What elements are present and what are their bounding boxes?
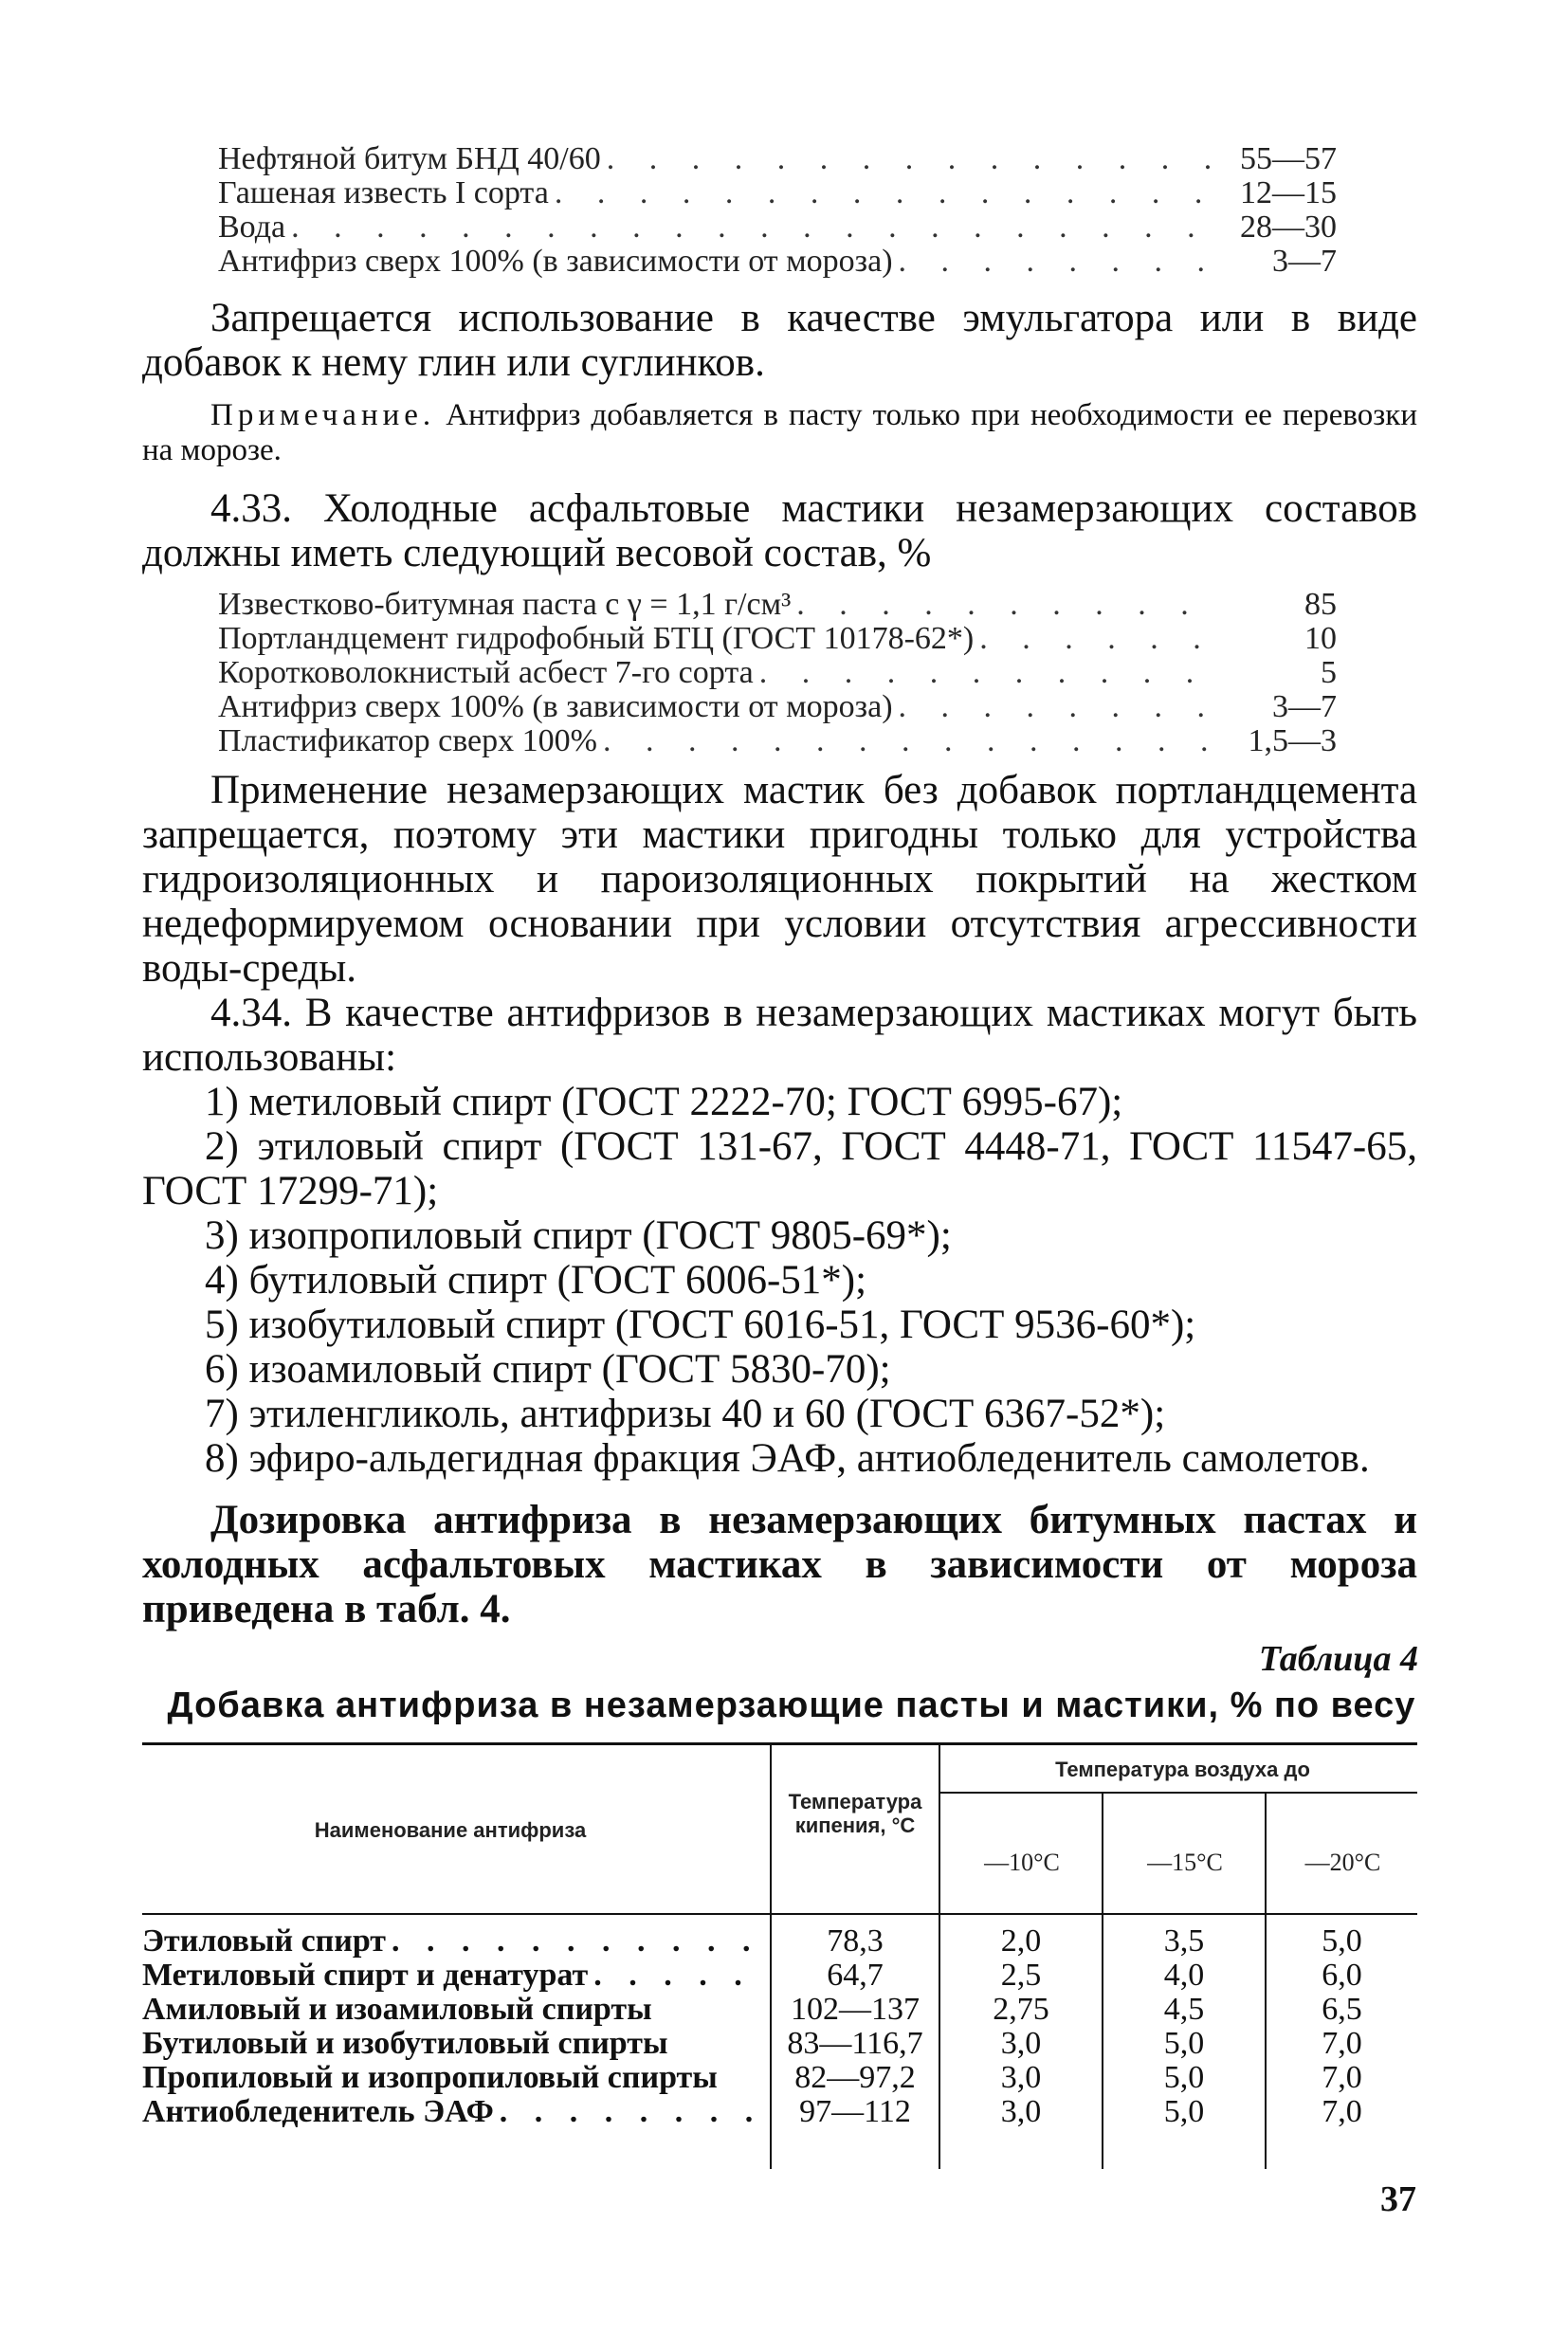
page-number: 37: [1380, 2179, 1416, 2219]
antifreeze-name: Амиловый и изоамиловый спирты: [142, 1992, 652, 2027]
header-boiling-temp: Температура кипения, °С: [788, 1790, 922, 1837]
boiling-temp: 78,3: [827, 1923, 884, 1959]
composition-list-mastic: [218, 588, 1337, 758]
composition-label: Нефтяной битум БНД 40/60: [218, 141, 601, 176]
dose-value: 4,5: [1163, 1992, 1205, 2027]
note-text: Антифриз добавляется в пасту только при необходимости ее перевозки на морозе.: [142, 398, 1418, 467]
table-row: [142, 1924, 758, 1959]
composition-value: 85: [1304, 587, 1337, 622]
minus10-column: [940, 1924, 1102, 2129]
boiling-temp: 97—112: [799, 2094, 911, 2129]
table-title: Добавка антифриза в незамерзающие пасты и мастики, % по весу: [167, 1686, 1416, 1725]
list-item: 7) этиленгликоль, антифризы 40 и 60 (ГОСТ 6367-52*);: [205, 1392, 1166, 1436]
antifreeze-name: Бутиловый и изобутиловый спирты: [142, 2026, 668, 2061]
composition-label: Гашеная известь I сорта: [218, 175, 549, 210]
composition-row: [218, 690, 1337, 724]
composition-value: 55—57: [1240, 141, 1337, 176]
dose-value: 3,0: [1000, 2026, 1042, 2061]
dose-value: 6,0: [1322, 1958, 1362, 1993]
composition-value: 12—15: [1240, 175, 1337, 210]
composition-value: 3—7: [1272, 244, 1337, 279]
dose-value: 7,0: [1322, 2094, 1362, 2129]
table-row: [142, 1959, 758, 1993]
list-item: 1) метиловый спирт (ГОСТ 2222-70; ГОСТ 6995-67);: [205, 1080, 1123, 1124]
list-item: 8) эфиро-альдегидная фракция ЭАФ, антиобледенитель самолетов.: [205, 1436, 1370, 1481]
composition-label: Коротковолокнистый асбест 7-го сорта: [218, 655, 754, 690]
note: [142, 398, 1417, 468]
antifreeze-name: Пропиловый и изопропиловый спирты: [142, 2060, 718, 2095]
list-item: 4) бутиловый спирт (ГОСТ 6006-51*);: [205, 1258, 867, 1303]
dose-value: 5,0: [1163, 2094, 1205, 2129]
table-row: [142, 1993, 758, 2027]
dose-value: 2,75: [993, 1992, 1049, 2027]
table-row: [142, 2095, 758, 2129]
dose-value: 2,5: [1000, 1958, 1042, 1993]
composition-row: [218, 588, 1337, 622]
composition-value: 10: [1304, 621, 1337, 656]
dose-value: 5,0: [1163, 2026, 1205, 2061]
antifreeze-list: [142, 1080, 1417, 1481]
composition-row: [218, 176, 1337, 210]
composition-list-paste: [218, 142, 1337, 279]
paragraph-usage: Применение незамерзающих мастик без добавок портландцемента запрещается, поэтому эти мастики пригодны только для устройства гидроизоляционных и пароизоляционных покрытий на жестком недеформируемом основании при условии отсутствия агрессивности воды-среды.: [142, 768, 1417, 991]
composition-value: 5: [1321, 655, 1337, 690]
note-label: Примечание.: [210, 398, 436, 432]
composition-label: Известково-битумная паста с γ = 1,1 г/см³: [218, 587, 792, 622]
table-rule-subheader: [939, 1792, 1417, 1794]
boiling-column: [772, 1924, 939, 2129]
composition-label: Вода: [218, 210, 286, 245]
table-rule-header: [142, 1913, 1417, 1915]
paragraph-emulsifier: Запрещается использование в качестве эмульгатора или в виде добавок к нему глин или суглинков.: [142, 296, 1417, 385]
table-caption: Таблица 4: [1258, 1639, 1418, 1679]
dose-value: 5,0: [1322, 1923, 1362, 1959]
paragraph-4-34: 4.34. В качестве антифризов в незамерзающих мастиках могут быть использованы:: [142, 991, 1417, 1080]
composition-row: [218, 724, 1337, 758]
list-item: 5) изобутиловый спирт (ГОСТ 6016-51, ГОСТ 9536-60*);: [205, 1303, 1196, 1347]
boiling-temp: 82—97,2: [794, 2060, 916, 2095]
list-item: 6) изоамиловый спирт (ГОСТ 5830-70);: [205, 1347, 891, 1392]
composition-row: [218, 245, 1337, 279]
dose-value: 5,0: [1163, 2060, 1205, 2095]
dose-value: 7,0: [1322, 2060, 1362, 2095]
composition-row: [218, 142, 1337, 176]
composition-row: [218, 656, 1337, 690]
table-name-column: [142, 1924, 758, 2129]
composition-value: 28—30: [1240, 210, 1337, 245]
dose-value: 6,5: [1322, 1992, 1362, 2027]
header-minus10: —10°С: [984, 1849, 1060, 1876]
table-rule-top: [142, 1742, 1417, 1745]
antifreeze-name: Этиловый спирт: [142, 1923, 387, 1959]
list-item: 2) этиловый спирт (ГОСТ 131-67, ГОСТ 4448-71, ГОСТ 11547-65, ГОСТ 17299-71);: [142, 1124, 1417, 1213]
dose-value: 2,0: [1000, 1923, 1042, 1959]
composition-label: Пластификатор сверх 100%: [218, 723, 597, 758]
composition-label: Антифриз сверх 100% (в зависимости от мороза): [218, 244, 893, 279]
header-name: Наименование антифриза: [314, 1818, 587, 1842]
composition-value: 3—7: [1272, 689, 1337, 724]
paragraph-dosage: Дозировка антифриза в незамерзающих битумных пастах и холодных асфальтовых мастиках в зависимости от мороза приведена в табл. 4.: [142, 1498, 1417, 1631]
boiling-temp: 102—137: [791, 1992, 920, 2027]
table-row: [142, 2027, 758, 2061]
minus20-column: [1267, 1924, 1417, 2129]
dose-value: 3,0: [1000, 2094, 1042, 2129]
table-row: [142, 2061, 758, 2095]
minus15-column: [1103, 1924, 1265, 2129]
antifreeze-name: Антиобледенитель ЭАФ: [142, 2094, 494, 2129]
boiling-temp: 83—116,7: [787, 2026, 923, 2061]
dose-value: 4,0: [1163, 1958, 1205, 1993]
composition-row: [218, 210, 1337, 245]
dose-value: 7,0: [1322, 2026, 1362, 2061]
dose-value: 3,0: [1000, 2060, 1042, 2095]
boiling-temp: 64,7: [827, 1958, 884, 1993]
paragraph-4-33: 4.33. Холодные асфальтовые мастики незамерзающих составов должны иметь следующий весовой состав, %: [142, 486, 1417, 575]
header-air-temp: Температура воздуха до: [1055, 1758, 1310, 1781]
header-minus20: —20°С: [1304, 1849, 1381, 1876]
composition-row: [218, 622, 1337, 656]
composition-label: Антифриз сверх 100% (в зависимости от мороза): [218, 689, 893, 724]
composition-label: Портландцемент гидрофобный БТЦ (ГОСТ 10178-62*): [218, 621, 975, 656]
composition-value: 1,5—3: [1248, 723, 1337, 758]
antifreeze-table: [142, 1742, 1417, 2169]
dose-value: 3,5: [1163, 1923, 1205, 1959]
header-minus15: —15°С: [1147, 1849, 1223, 1876]
antifreeze-name: Метиловый спирт и денатурат: [142, 1958, 589, 1993]
list-item: 3) изопропиловый спирт (ГОСТ 9805-69*);: [205, 1213, 952, 1258]
